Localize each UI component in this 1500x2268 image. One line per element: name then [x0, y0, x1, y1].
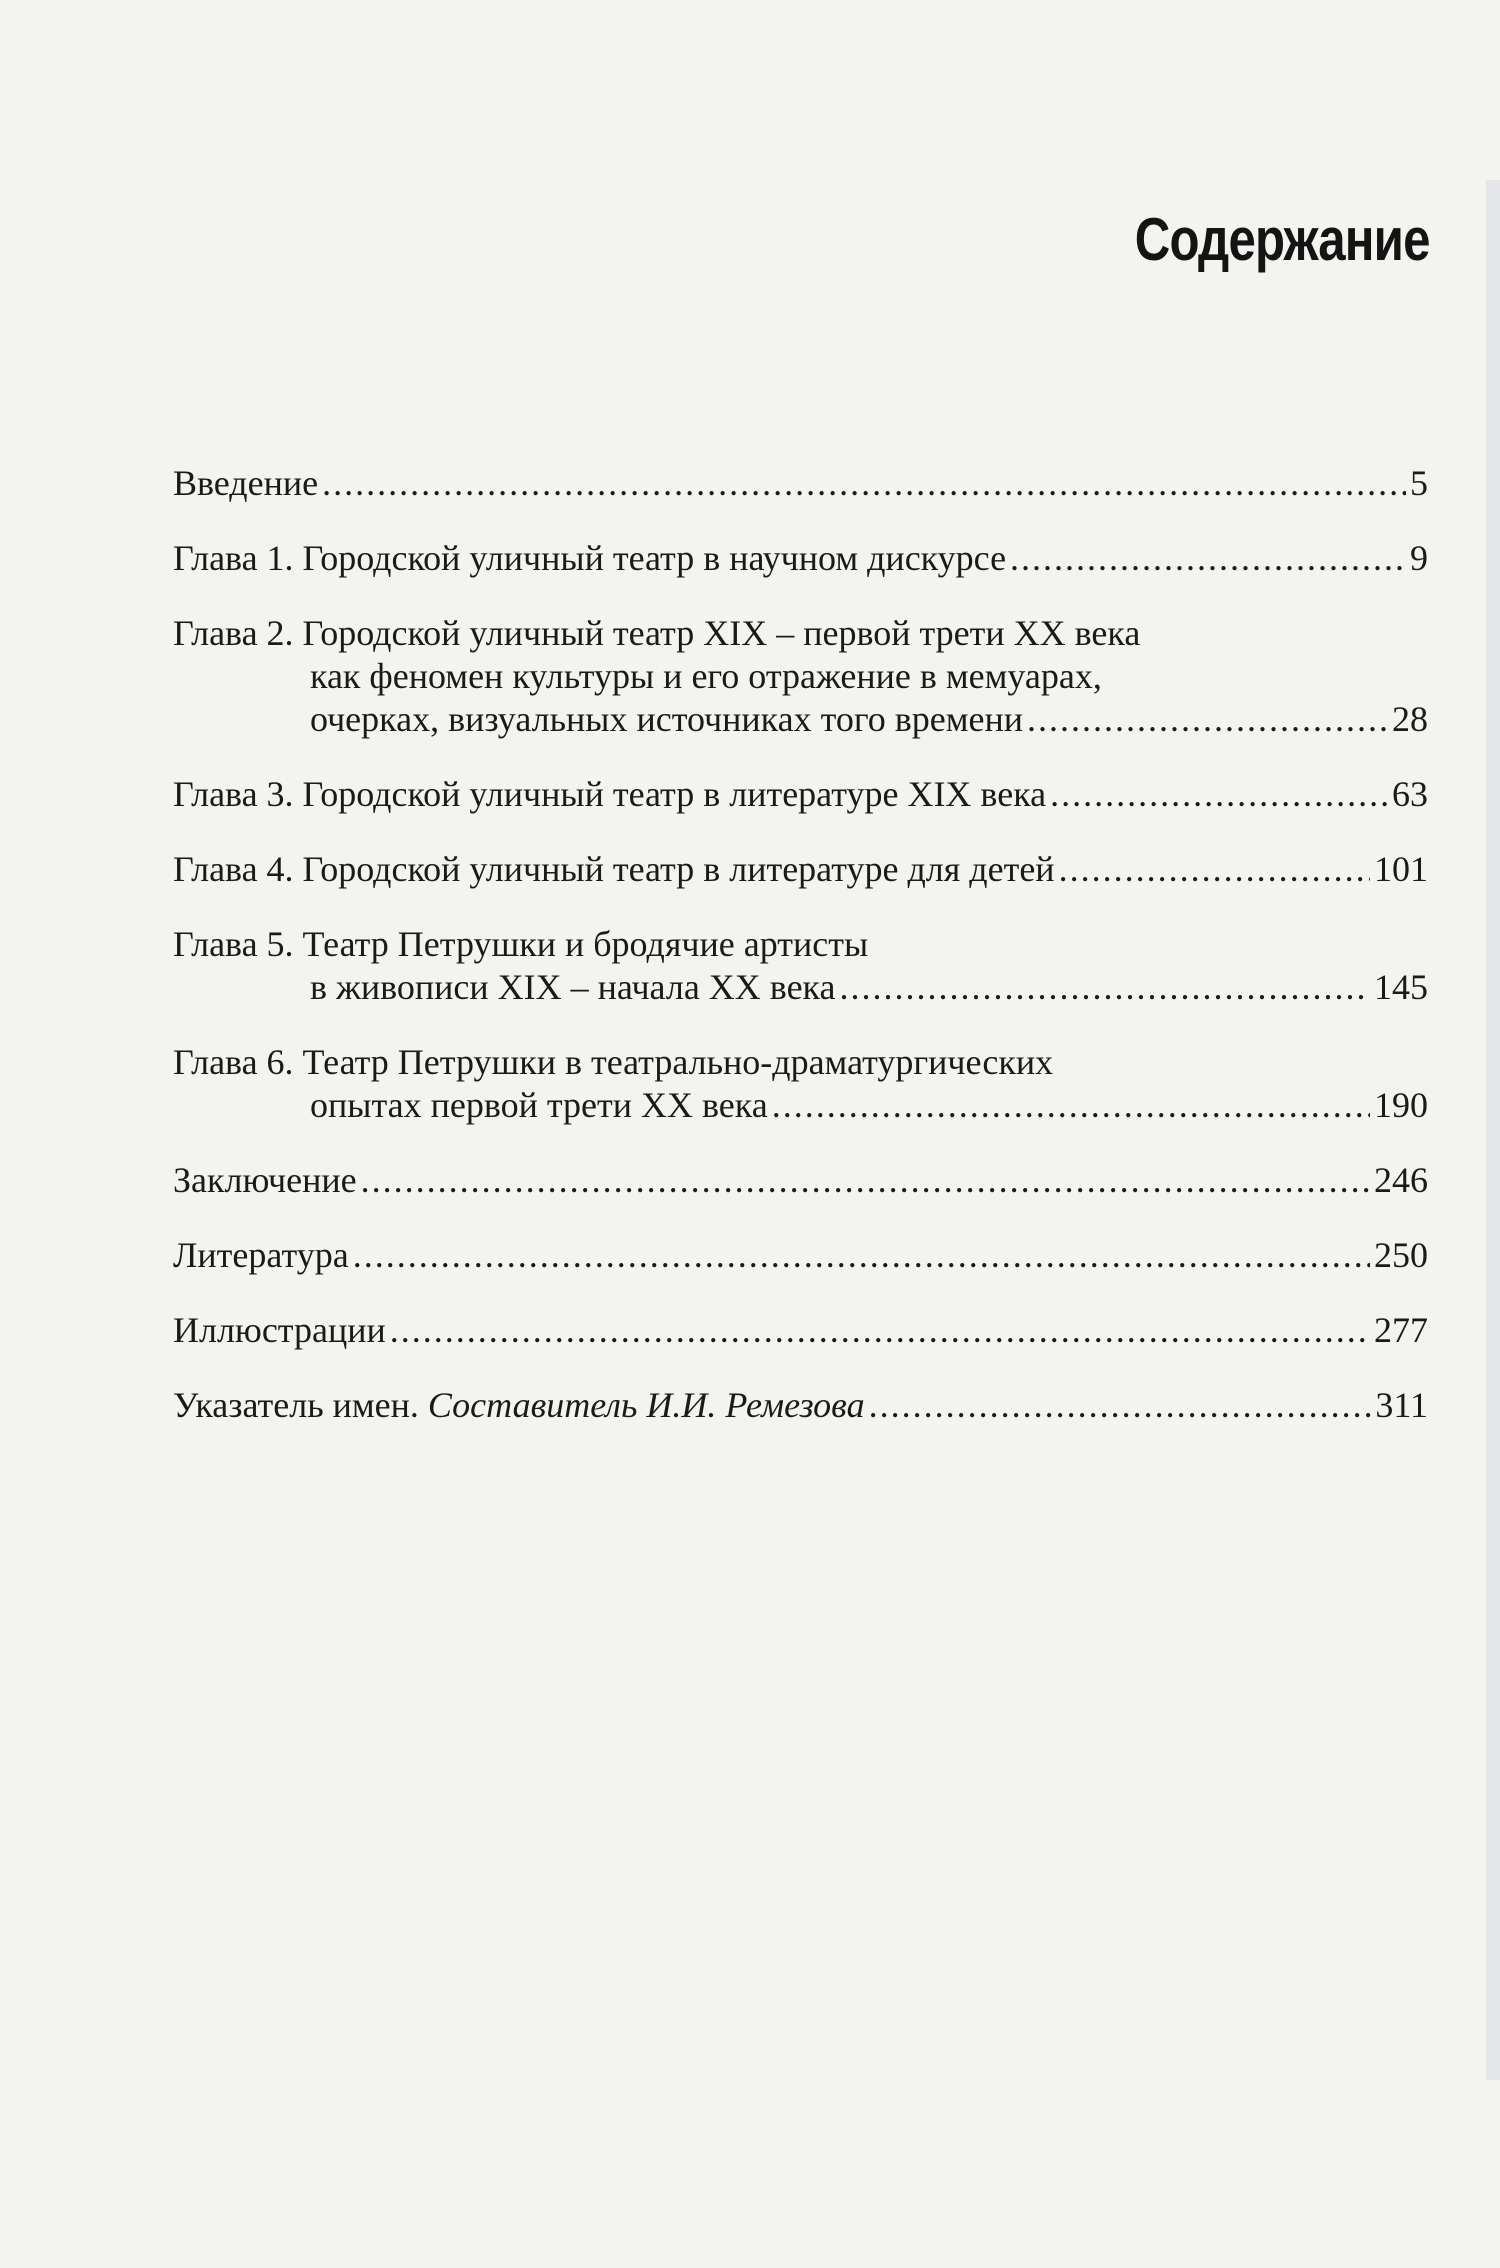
toc-entry-chapter-3: [173, 773, 1428, 816]
toc-entry-chapter-4: [173, 848, 1428, 891]
dot-leader: [322, 462, 1406, 505]
dot-leader: [869, 1384, 1372, 1427]
toc-entry-title-continued: в живописи XIX – начала XX века: [310, 967, 836, 1007]
toc-entry-title: Глава 2. Городской уличный театр XIX – первой трети XX века: [173, 613, 1141, 653]
toc-page-number: 28: [1392, 699, 1428, 739]
toc-entry-compiler: Составитель И.И. Ремезова: [427, 1385, 865, 1425]
page-title: Содержание: [1135, 206, 1430, 273]
toc-page-number: 277: [1374, 1310, 1428, 1350]
dot-leader: [1050, 773, 1388, 816]
toc-entry-title: Глава 3. Городской уличный театр в литературе XIX века: [173, 774, 1047, 814]
dot-leader: [1010, 537, 1406, 580]
toc-entry-literature: [173, 1234, 1428, 1277]
dot-leader: [1027, 698, 1388, 741]
dot-leader: [353, 1234, 1370, 1277]
toc-entry-conclusion: [173, 1159, 1428, 1202]
toc-entry-chapter-2: [173, 612, 1428, 741]
toc-entry-title: Литература: [173, 1235, 349, 1275]
toc-page-number: 145: [1374, 967, 1428, 1007]
toc-entry-chapter-6: [173, 1041, 1428, 1127]
toc-entry-chapter-1: [173, 537, 1428, 580]
toc-entry-title: Заключение: [173, 1160, 357, 1200]
toc-page-number: 250: [1374, 1235, 1428, 1275]
page-edge: [1486, 180, 1500, 2080]
toc-page-number: 63: [1392, 774, 1428, 814]
toc-entry-introduction: [173, 462, 1428, 505]
toc-entry-title: Глава 5. Театр Петрушки и бродячие артисты: [173, 924, 869, 964]
dot-leader: [390, 1309, 1370, 1352]
toc-entry-title: Указатель имен.: [173, 1385, 419, 1425]
toc-entry-illustrations: [173, 1309, 1428, 1352]
dot-leader: [772, 1084, 1370, 1127]
toc-entry-title: Введение: [173, 463, 319, 503]
toc-page-number: 9: [1410, 538, 1428, 578]
toc-entry-index: [173, 1384, 1428, 1427]
dot-leader: [839, 966, 1370, 1009]
table-of-contents: [173, 462, 1428, 1459]
toc-entry-title: Глава 4. Городской уличный театр в литературе для детей: [173, 849, 1055, 889]
toc-entry-title: Иллюстрации: [173, 1310, 386, 1350]
toc-entry-title-continued: очерках, визуальных источниках того времени: [310, 699, 1023, 739]
toc-page-number: 311: [1375, 1385, 1428, 1425]
toc-entry-title: Глава 1. Городской уличный театр в научном дискурсе: [173, 538, 1007, 578]
dot-leader: [1059, 848, 1370, 891]
toc-entry-title: Глава 6. Театр Петрушки в театрально-драматургических: [173, 1042, 1054, 1082]
toc-page-number: 5: [1410, 463, 1428, 503]
toc-page-number: 246: [1374, 1160, 1428, 1200]
toc-entry-title-continued: как феномен культуры и его отражение в мемуарах,: [310, 656, 1102, 696]
toc-page-number: 190: [1374, 1085, 1428, 1125]
toc-entry-title-continued: опытах первой трети XX века: [310, 1085, 768, 1125]
toc-page-number: 101: [1374, 849, 1428, 889]
dot-leader: [361, 1159, 1370, 1202]
toc-entry-chapter-5: [173, 923, 1428, 1009]
